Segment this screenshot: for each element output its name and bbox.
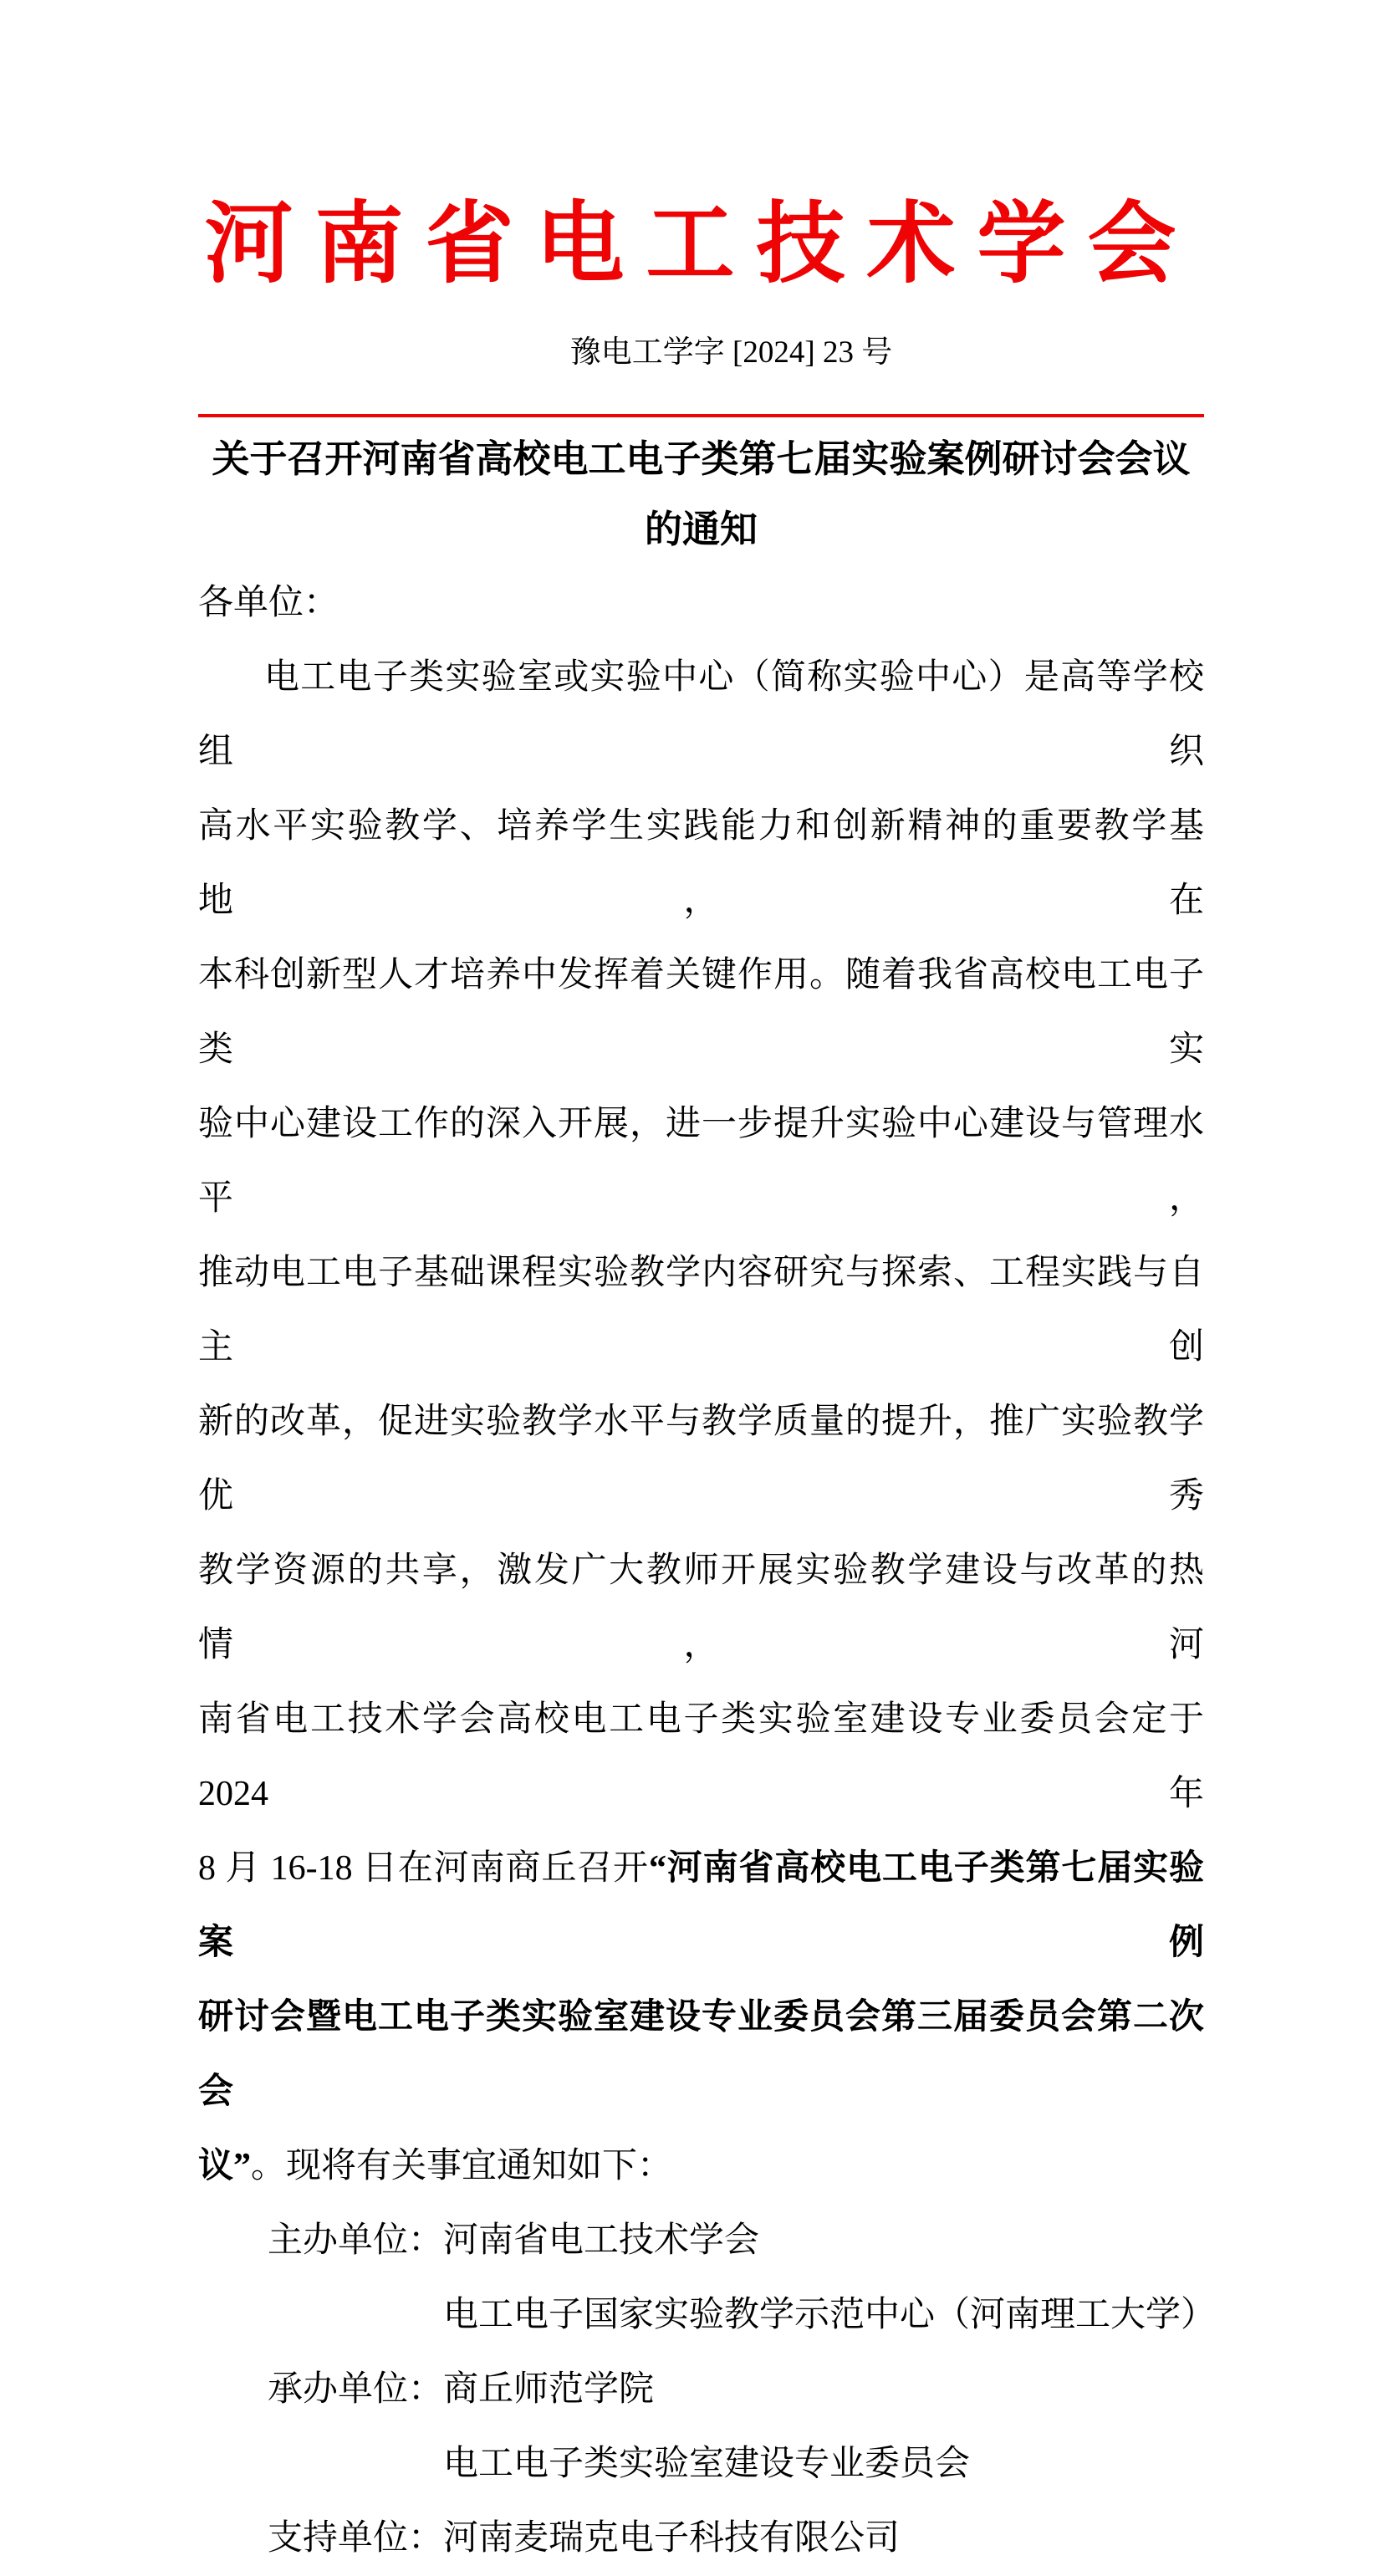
text-segment: 。现将有关事宜通知如下：: [251, 2147, 673, 2185]
text-segment: 新的改革，促进实验教学水平与教学质量的提升，推广实验教学优秀: [198, 1403, 1204, 1515]
unit-content: 河南麦瑞克电子科技有限公司: [443, 2519, 901, 2558]
unit-label: 承办单位：: [268, 2370, 444, 2409]
subject-title: [198, 424, 1204, 565]
text-segment: 电工电子类实验室或实验中心（简称实验中心）是高等学校组织: [198, 658, 1204, 771]
paragraph-line: [198, 2129, 1204, 2204]
text-segment-bold: 研讨会暨电工电子类实验室建设专业委员会第三届委员会第二次会: [198, 1998, 1204, 2111]
text-segment: 验中心建设工作的深入开展，进一步提升实验中心建设与管理水平，: [198, 1105, 1204, 1218]
unit-line-supporter: [198, 2502, 1204, 2576]
unit-label: 支持单位：: [268, 2519, 444, 2558]
org-title: 河南省电工技术学会: [204, 196, 1198, 294]
unit-line-host: [198, 2204, 1204, 2278]
text-segment-bold: “河南省高校电工电子类第七届实验案例: [198, 1849, 1204, 1962]
paragraph-line: [198, 1087, 1204, 1236]
unit-line-organizer: [198, 2353, 1204, 2427]
salutation: 各单位：: [198, 584, 339, 622]
paragraph-line: [198, 1534, 1204, 1683]
unit-line-organizer-continuation: 电工电子类实验室建设专业委员会: [443, 2445, 971, 2483]
text-segment-bold: 议”: [198, 2147, 252, 2185]
doc-number: 豫电工学字 [2024] 23 号: [569, 335, 893, 370]
paragraph-line: [198, 1385, 1204, 1534]
paragraph-line: [198, 1236, 1204, 1385]
unit-content: 河南省电工技术学会: [443, 2221, 760, 2260]
paragraph-line: [198, 1981, 1204, 2129]
text-segment: 高水平实验教学、培养学生实践能力和创新精神的重要教学基地，在: [198, 807, 1204, 920]
text-segment: 推动电工电子基础课程实验教学内容研究与探索、工程实践与自主创: [198, 1254, 1204, 1367]
subject-line-2: 的通知: [644, 508, 758, 550]
text-segment: 8 月 16-18 日在河南商丘召开: [198, 1849, 649, 1888]
paragraph-line: [198, 790, 1204, 938]
document-body: [198, 566, 1217, 2576]
unit-content: 商丘师范学院: [443, 2370, 655, 2409]
paragraph-line: [198, 641, 1204, 790]
subject-line-1: 关于召开河南省高校电工电子类第七届实验案例研讨会会议: [212, 437, 1191, 480]
red-divider-line: [198, 414, 1204, 417]
unit-label: 主办单位：: [268, 2221, 444, 2260]
paragraph-line: [198, 938, 1204, 1087]
unit-line-host-continuation: 电工电子国家实验教学示范中心（河南理工大学）: [443, 2296, 1217, 2334]
paragraph-line: [198, 1832, 1204, 1981]
text-segment: 本科创新型人才培养中发挥着关键作用。随着我省高校电工电子类实: [198, 956, 1204, 1069]
document-page: [198, 196, 1217, 2576]
text-segment: 南省电工技术学会高校电工电子类实验室建设专业委员会定于 2024 年: [198, 1700, 1204, 1813]
paragraph-line: [198, 1683, 1204, 1832]
text-segment: 教学资源的共享，激发广大教师开展实验教学建设与改革的热情，河: [198, 1551, 1204, 1664]
